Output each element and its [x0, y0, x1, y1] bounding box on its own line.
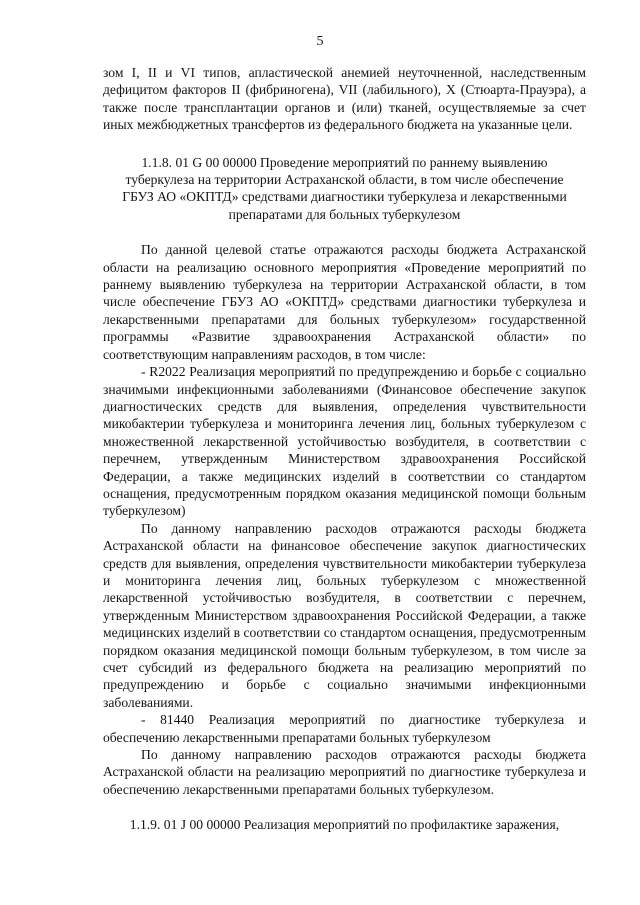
expense-direction-81440: - 81440 Реализация мероприятий по диагностике туберкулеза и обеспечению лекарственными препаратами больных туберкулезом	[103, 712, 586, 745]
expense-direction-81440-description: По данному направлению расходов отражаются расходы бюджета Астраханской области на реализацию мероприятий по диагностике туберкулеза и обеспечению лекарственными препаратами больных туберкулезом.	[103, 747, 586, 797]
section-heading-1-1-8: 1.1.8. 01 G 00 00000 Проведение мероприятий по раннему выявлению туберкулеза на территории Астраханской области, в том числе обеспечение ГБУЗ АО «ОКПТД» средствами диагностики туберкулеза и лекарственными препаратами для больных туберкулезом	[122, 154, 567, 222]
section-heading-1-1-9: 1.1.9. 01 J 00 00000 Реализация мероприятий по профилактике заражения,	[129, 817, 560, 833]
page-number: 5	[316, 34, 324, 49]
expense-direction-r2022-description: По данному направлению расходов отражаются расходы бюджета Астраханской области на финансовое обеспечение закупок диагностических средств для выявления, определения чувствительности микобактерии туберкулеза и мониторинга лечения лиц, больных туберкулезом с множественной лекарственной устойчивостью возбудителя, в соответствии с перечнем, утвержденным Министерством здравоохранения Российской Федерации, а также медицинских изделий в соответствии со стандартом оснащения, предусмотренным порядком оказания медицинской помощи больным туберкулезом, в том числе за счет субсидий из федерального бюджета на реализацию мероприятий по предупреждению и борьбе с социально значимыми инфекционными заболеваниями.	[103, 520, 586, 710]
continuation-paragraph: зом I, II и VI типов, апластической анемией неуточненной, наследственным дефицитом факторов II (фибриногена), VII (лабильного), X (Стюарта-Прауэра), а также после трансплантации органов и (или) тканей, осуществляемые за счет иных межбюджетных трансфертов из федерального бюджета на указанные цели.	[103, 65, 586, 133]
page-body	[103, 64, 586, 834]
expense-direction-r2022: - R2022 Реализация мероприятий по предупреждению и борьбе с социально значимыми инфекционными заболеваниями (Финансовое обеспечение закупок диагностических средств для выявления, определения чувствительности микобактерии туберкулеза и мониторинга лечения лиц, больных туберкулезом с множественной лекарственной устойчивостью возбудителя, в соответствии с перечнем, утвержденным Министерством здравоохранения Российской Федерации, а также медицинских изделий в соответствии со стандартом оснащения, предусмотренным порядком оказания медицинской помощи больным туберкулезом)	[103, 364, 586, 519]
section-intro-paragraph: По данной целевой статье отражаются расходы бюджета Астраханской области на реализацию основного мероприятия «Проведение мероприятий по раннему выявлению туберкулеза на территории Астраханской области, в том числе обеспечение ГБУЗ АО «ОКПТД» средствами диагностики туберкулеза и лекарственными препаратами для больных туберкулезом» государственной программы «Развитие здравоохранения Астраханской области» по соответствующим направлениям расходов, в том числе:	[103, 242, 586, 362]
